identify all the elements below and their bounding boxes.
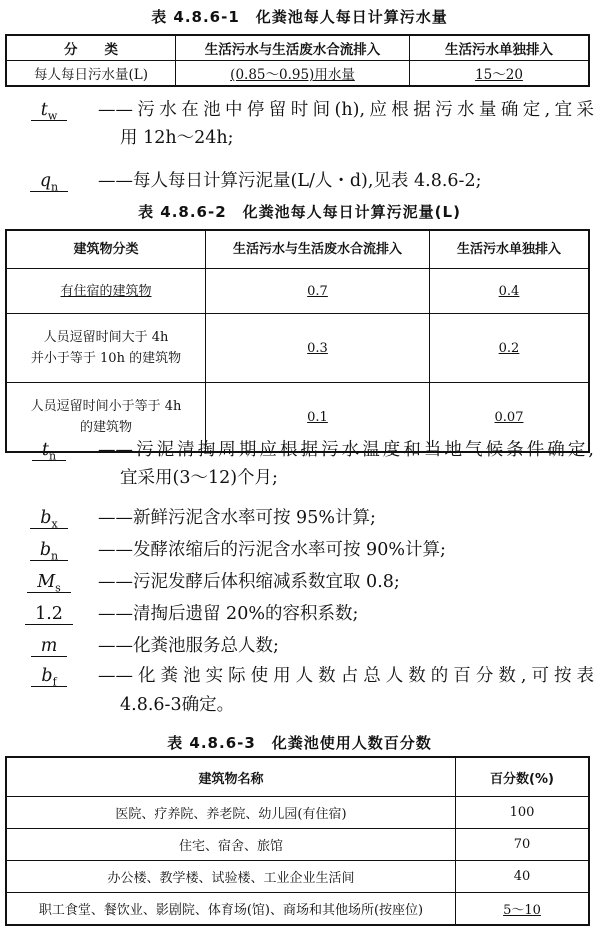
symbol: $M_s$ [0,569,98,602]
definition-text: ——污水在池中停留时间(h),应根据污水量确定,宜采 [98,100,594,120]
table1-caption: 表 4.8.6-1 化粪池每人每日计算污水量 [151,8,448,26]
table2-cell: 0.7 [206,269,430,314]
definition-text: ——化粪池实际使用人数占总人数的百分数,可按表 [98,666,594,686]
table2-header: 生活污水单独排入 [430,230,590,269]
symbol: $b_n$ [0,537,98,570]
table3-cell: 办公楼、教学楼、试验楼、工业企业生活间 [6,861,456,893]
definition-text-cont: 用 12h～24h; [120,128,234,148]
symbol: m [0,633,98,660]
definition-text: ——每人每日计算污泥量(L/人・d),见表 4.8.6-2; [98,171,482,191]
definition-text: ——清掏后遗留 20%的容积系数; [98,604,359,624]
table1-header: 生活污水单独排入 [410,35,590,61]
table3-cell: 40 [456,861,590,893]
table3-cell: 医院、疗养院、养老院、幼儿园(有住宿) [6,797,456,829]
table3-header: 建筑物名称 [6,757,456,797]
table2-header: 建筑物分类 [6,230,206,269]
symbol: 1.2 [0,601,98,628]
definition-text: ——污泥清掏周期应根据污水温度和当地气候条件确定, [98,440,594,460]
table2-row-label: 人员逗留时间大于 4h 并小于等于 10h 的建筑物 [6,314,206,383]
table1-cell: 15～20 [410,61,590,87]
definition-text: ——污泥发酵后体积缩减系数宜取 0.8; [98,572,400,592]
table1-header: 分 类 [6,35,176,61]
table2-row-label: 人员逗留时间小于等于 4h 的建筑物 [6,383,206,453]
table3-cell: 职工食堂、餐饮业、影剧院、体育场(馆)、商场和其他场所(按座位) [6,893,456,926]
table3-cell: 70 [456,829,590,861]
symbol: $b_f$ [0,663,98,696]
table3-cell: 100 [456,797,590,829]
definition-text: ——新鲜污泥含水率可按 95%计算; [98,508,376,528]
symbol: $q_n$ [0,168,98,201]
table2-caption: 表 4.8.6-2 化粪池每人每日计算污泥量(L) [138,203,461,221]
definition-text-cont: 4.8.6-3确定。 [120,695,235,715]
definition-text: ——化粪池服务总人数; [98,636,279,656]
definition-text: ——发酵浓缩后的污泥含水率可按 90%计算; [98,540,446,560]
table2-cell: 0.1 [206,383,430,453]
table3 [5,756,590,926]
table2-cell: 0.2 [430,314,590,383]
table1 [5,34,590,87]
table2-cell: 0.07 [430,383,590,453]
table2-header: 生活污水与生活废水合流排入 [206,230,430,269]
table1-cell: (0.85～0.95)用水量 [176,61,410,87]
table3-cell: 5～10 [456,893,590,926]
symbol: $t_n$ [0,437,98,470]
definition-text-cont: 宜采用(3～12)个月; [120,468,278,488]
table2-row-label: 有住宿的建筑物 [6,269,206,314]
symbol: $b_x$ [0,505,98,538]
table2-cell: 0.3 [206,314,430,383]
table1-row-label: 每人每日污水量(L) [6,61,176,87]
table3-cell: 住宅、宿舍、旅馆 [6,829,456,861]
table2 [5,229,590,453]
table2-cell: 0.4 [430,269,590,314]
table3-caption: 表 4.8.6-3 化粪池使用人数百分数 [167,734,432,752]
table3-header: 百分数(%) [456,757,590,797]
symbol: $t_w$ [0,97,98,130]
table1-header: 生活污水与生活废水合流排入 [176,35,410,61]
